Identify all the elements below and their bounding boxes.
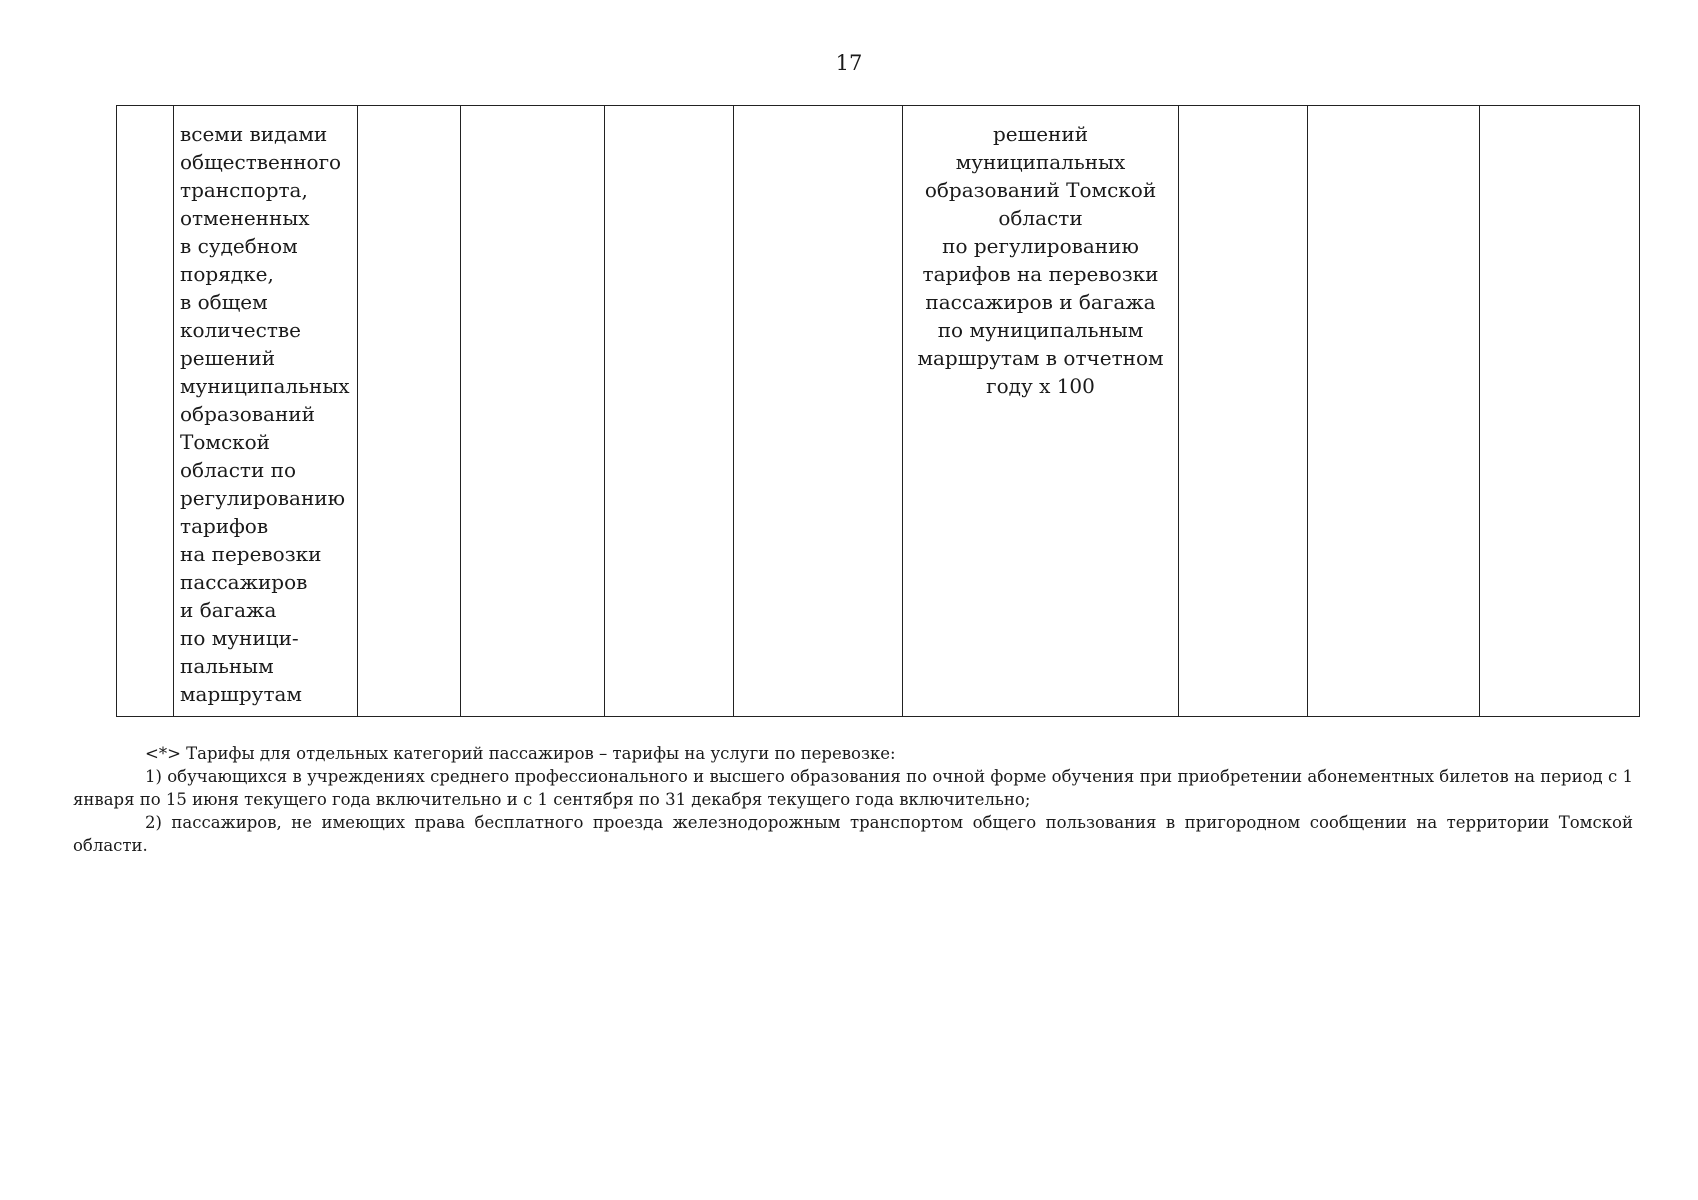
- table-cell-empty: [734, 106, 903, 717]
- footnote-item-2: 2) пассажиров, не имеющих права бесплатного проезда железнодорожным транспортом общего пользования в пригородном сообщении на территории Томской области.: [73, 813, 1633, 855]
- table-cell-empty: [358, 106, 461, 717]
- formula-text: решений муниципальных образований Томской области по регулированию тарифов на перевозки пассажиров и багажа по муниципальным маршрутам в отчетном году x 100: [917, 122, 1164, 398]
- footnote-item-1: 1) обучающихся в учреждениях среднего профессионального и высшего образования по очной форме обучения при приобретении абонементных билетов на период с 1 января по 15 июня текущего года включительно и с 1 сентября по 31 декабря текущего года включительно;: [73, 767, 1633, 809]
- table-row: [117, 106, 1640, 717]
- table-cell-number: [117, 106, 174, 717]
- page-number: 17: [835, 51, 863, 75]
- table-cell-empty: [1179, 106, 1308, 717]
- table-cell-empty: [1308, 106, 1480, 717]
- table-cell-formula: [903, 106, 1179, 717]
- table-cell-empty: [1480, 106, 1640, 717]
- table-cell-empty: [605, 106, 734, 717]
- footnote-intro: <*> Тарифы для отдельных категорий пассажиров – тарифы на услуги по перевозке:: [145, 744, 896, 763]
- table-cell-empty: [461, 106, 605, 717]
- table-cell-indicator-name: [174, 106, 358, 717]
- indicator-table: [116, 105, 1640, 717]
- indicator-name-text: всеми видами общественного транспорта, отмененных в судебном порядке, в общем количестве решений муниципальных образований Томской области по регулированию тарифов на перевозки пассажиров и багажа по муници- пальным маршрутам: [180, 122, 350, 706]
- footnotes: [73, 742, 1633, 857]
